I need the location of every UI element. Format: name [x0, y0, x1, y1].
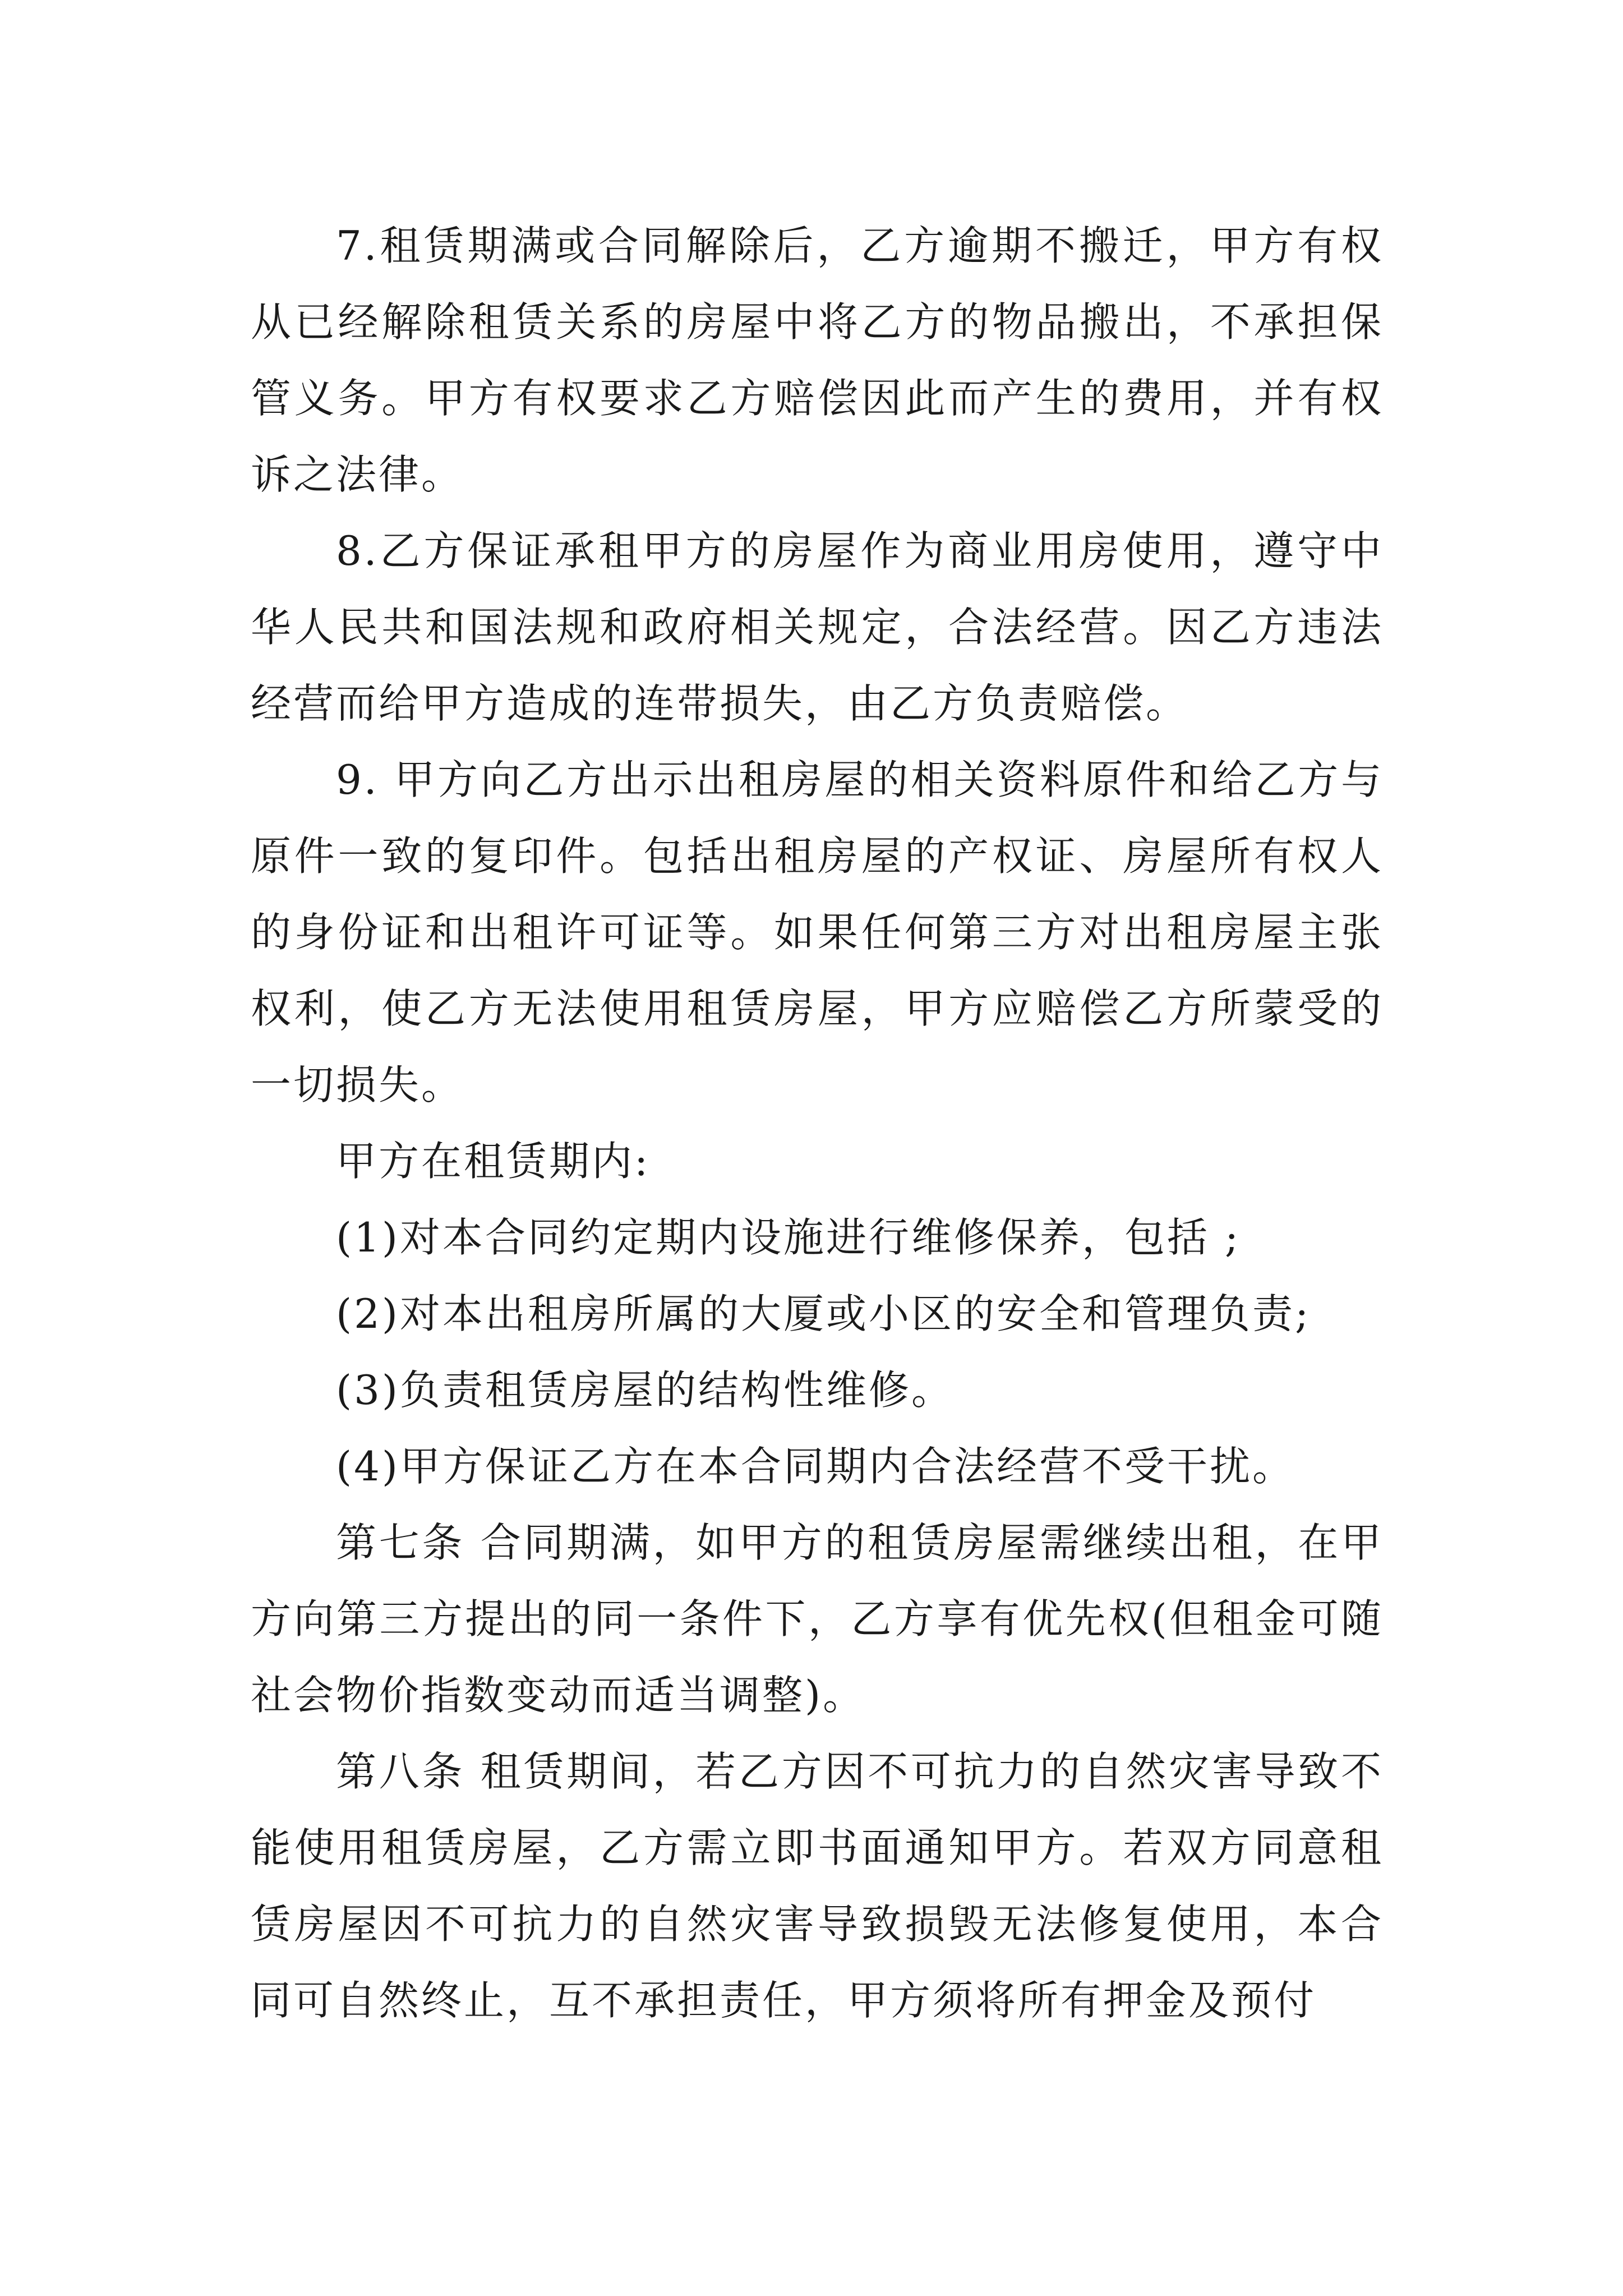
document-body — [251, 208, 1384, 2039]
landlord-duties-heading: 甲方在租赁期内: — [336, 1138, 651, 1185]
landlord-duty-3: (3)负责租赁房屋的结构性维修。 — [336, 1366, 954, 1414]
landlord-duty-1: (1)对本合同约定期内设施进行维修保养，包括 ; — [336, 1214, 1241, 1261]
clause-8-paragraph: 8.乙方保证承租甲方的房屋作为商业用房使用，遵守中华人民共和国法规和政府相关规定，合法经营。因乙方违法经营而给甲方造成的连带损失，由乙方负责赔偿。 — [251, 527, 1384, 727]
clause-9-paragraph: 9. 甲方向乙方出示出租房屋的相关资料原件和给乙方与原件一致的复印件。包括出租房屋的产权证、房屋所有权人的身份证和出租许可证等。如果任何第三方对出租房屋主张权利，使乙方无法使用租赁房屋，甲方应赔偿乙方所蒙受的一切损失。 — [251, 756, 1384, 1108]
article-7-paragraph: 第七条 合同期满，如甲方的租赁房屋需继续出租，在甲方向第三方提出的同一条件下，乙方享有优先权(但租金可随社会物价指数变动而适当调整)。 — [251, 1519, 1384, 1719]
landlord-duty-4: (4)甲方保证乙方在本合同期内合法经营不受干扰。 — [336, 1443, 1295, 1490]
article-8-paragraph: 第八条 租赁期间，若乙方因不可抗力的自然灾害导致不能使用租赁房屋，乙方需立即书面通知甲方。若双方同意租赁房屋因不可抗力的自然灾害导致损毁无法修复使用，本合同可自然终止，互不承担责任，甲方须将所有押金及预付 — [251, 1748, 1384, 2024]
landlord-duty-2: (2)对本出租房所属的大厦或小区的安全和管理负责; — [336, 1290, 1311, 1337]
clause-7-paragraph: 7.租赁期满或合同解除后，乙方逾期不搬迁，甲方有权从已经解除租赁关系的房屋中将乙方的物品搬出，不承担保管义务。甲方有权要求乙方赔偿因此而产生的费用，并有权诉之法律。 — [251, 222, 1384, 498]
